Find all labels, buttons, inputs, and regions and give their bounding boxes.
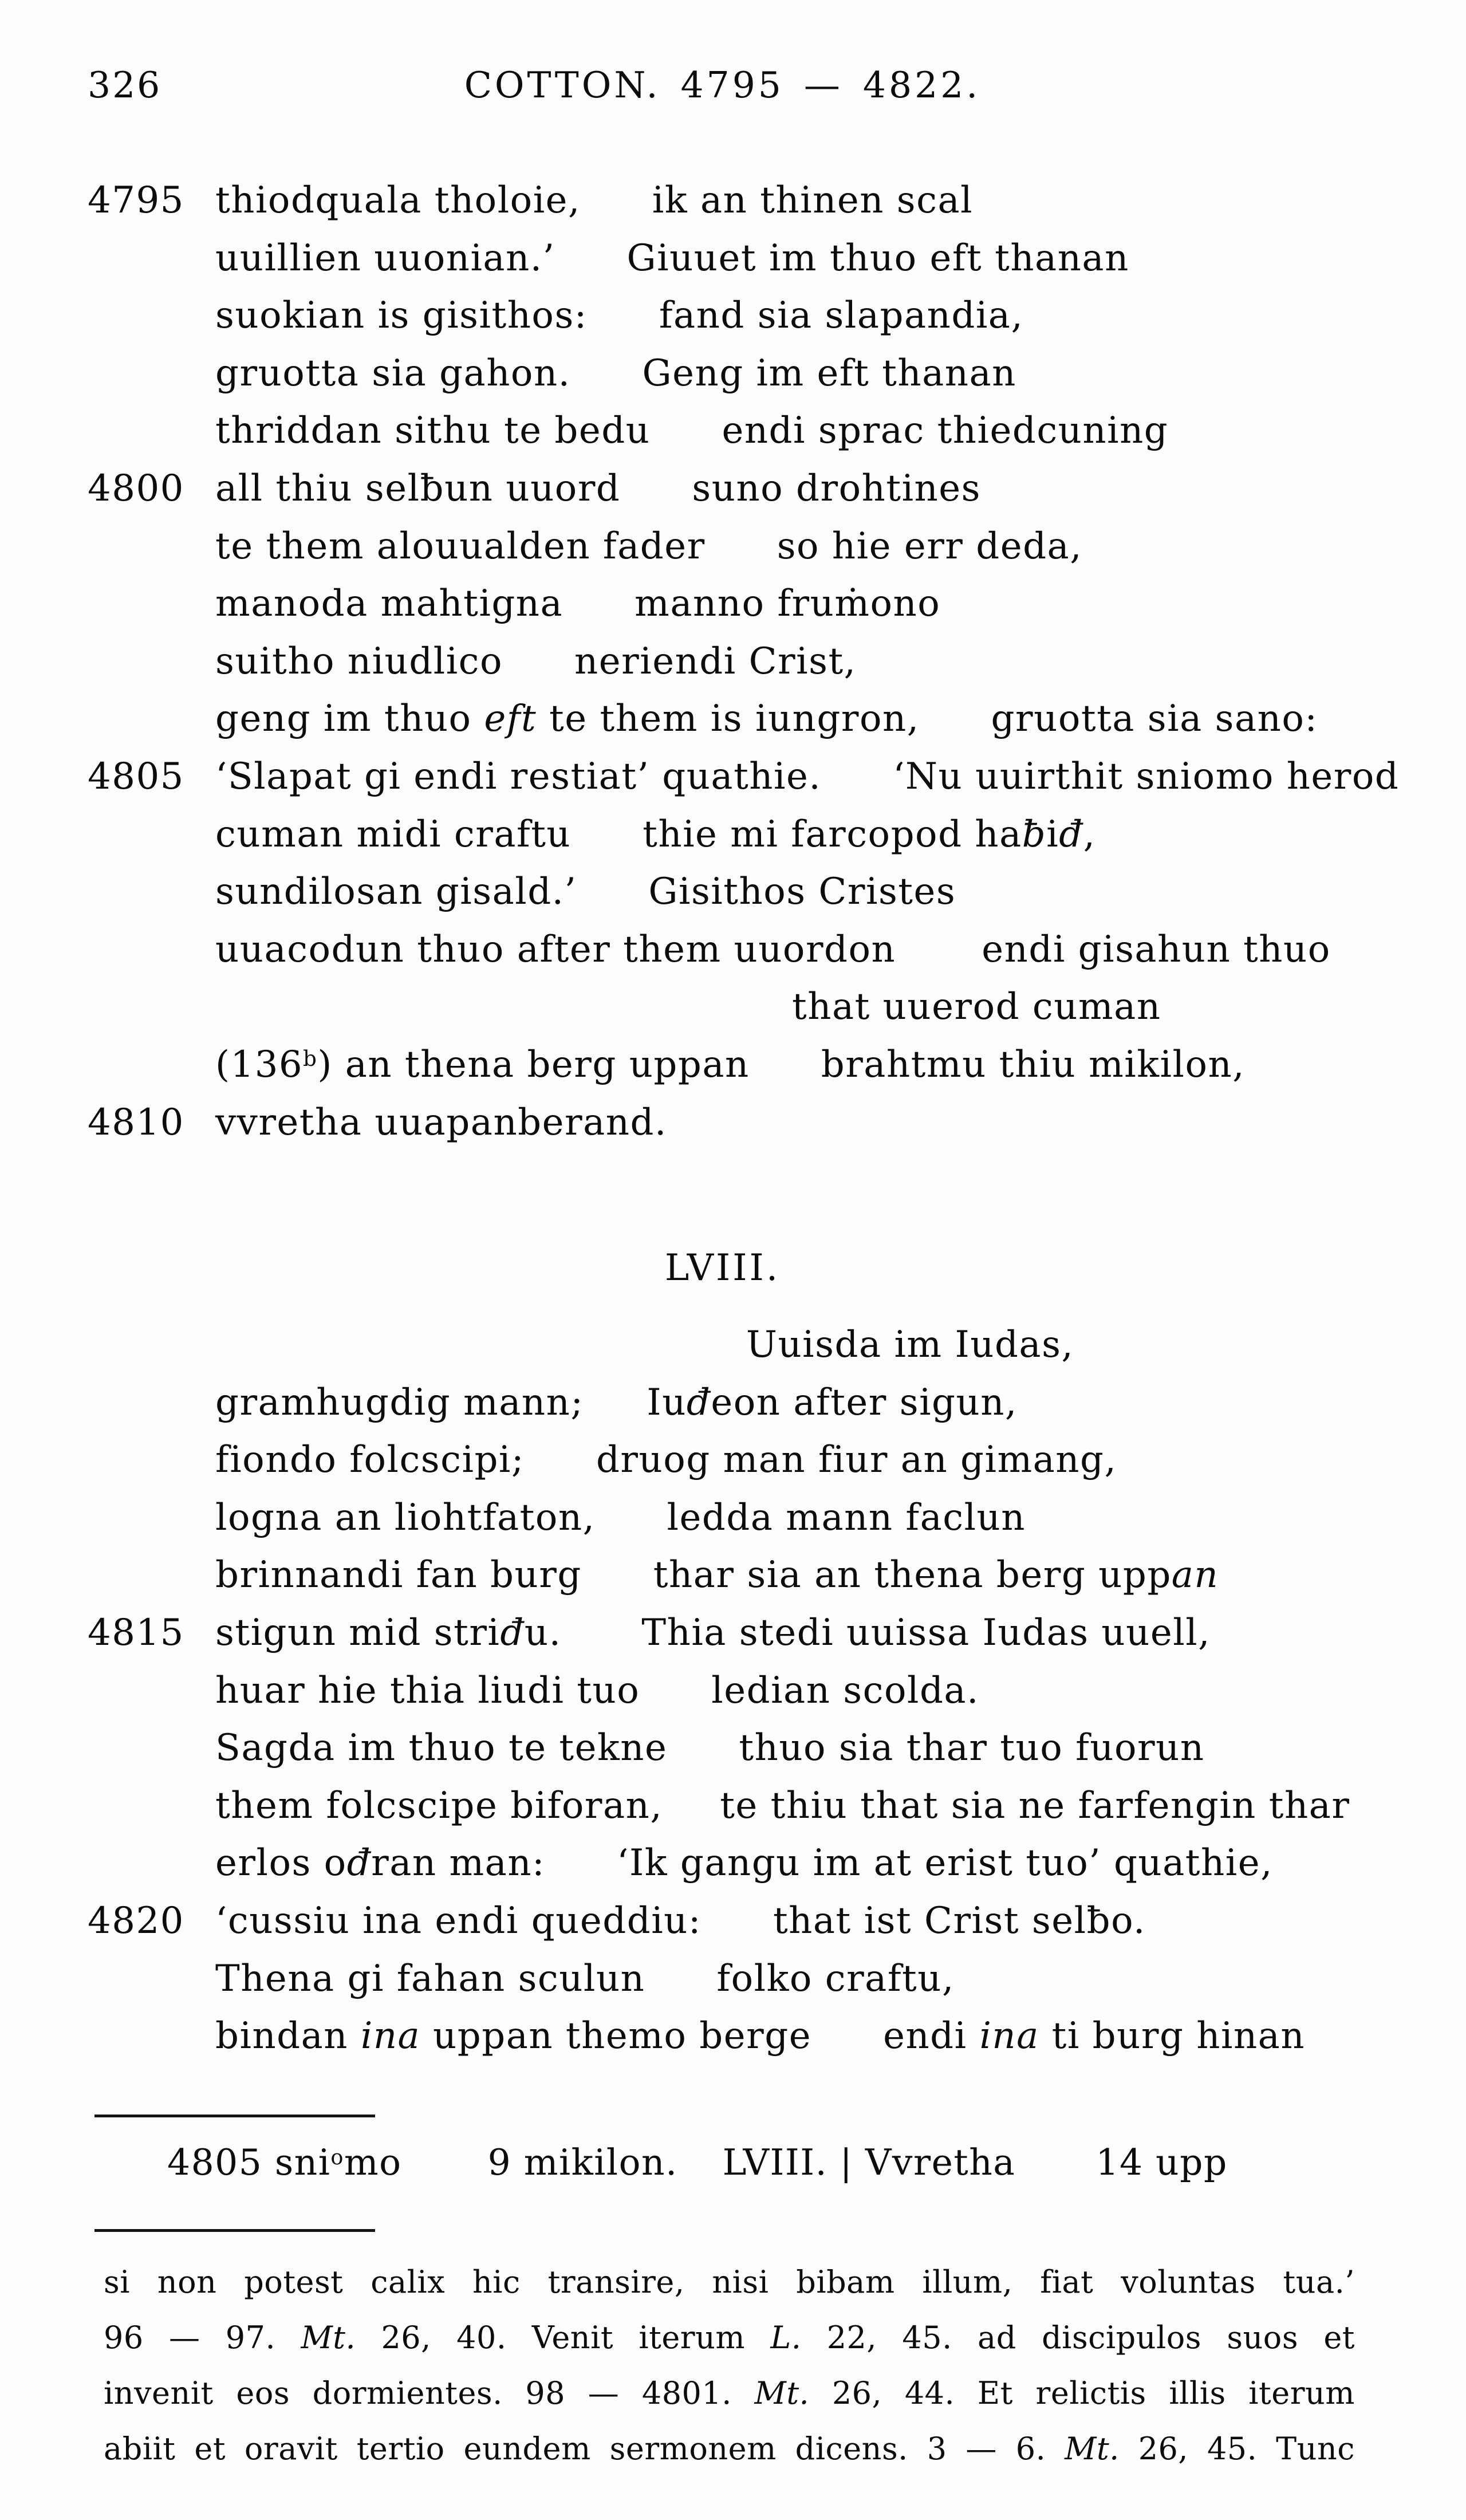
apparatus-text-run: 14 upp xyxy=(1095,2141,1228,2183)
verse-italic-run: đ xyxy=(346,1842,372,1885)
verse-text-run: brahtmu thiu mikilon, xyxy=(821,1043,1246,1086)
verse-half-line xyxy=(88,1316,1357,1374)
verse-text-run: suitho niudlico xyxy=(215,640,503,683)
verse-line xyxy=(88,2007,1357,2065)
running-title: COTTON. 4795 — 4822. xyxy=(464,64,981,106)
verse-line xyxy=(88,345,1399,403)
verse-text-run: neriendi Crist, xyxy=(574,640,857,683)
footnote-text-run: 22, 45. ad discipulos suos et xyxy=(801,2320,1355,2356)
verse-text-run: ‘Ik gangu im at erist tuo’ quathie, xyxy=(617,1842,1273,1885)
apparatus-entry xyxy=(167,2134,402,2191)
page-header xyxy=(88,64,1357,116)
verse-text-run: ik an thinen scal xyxy=(652,179,974,222)
verse-text-run: bindan xyxy=(215,2015,361,2058)
verse-block-fitte-57 xyxy=(88,172,1399,1151)
footnote-text-run: si non potest calix hic transire, nisi bibam illum, fiat voluntas tua.’ xyxy=(104,2264,1355,2300)
verse-italic-run: đ xyxy=(500,1611,525,1654)
verse-text-run: stigun mid stri xyxy=(215,1611,501,1654)
verse-text-run: te them alouualden fader xyxy=(215,525,706,568)
verse-line-number: 4820 xyxy=(88,1899,184,1942)
verse-text-run: so hie err deda, xyxy=(777,525,1083,568)
verse-italic-run: đ xyxy=(1059,813,1083,856)
separator-rule-bottom xyxy=(94,2229,375,2232)
verse-text-run: fand sia slapandia, xyxy=(659,294,1024,337)
verse-text-run: ) an thena berg uppan xyxy=(317,1043,750,1086)
verse-text-run: eon after sigun, xyxy=(711,1381,1018,1424)
footnote-line xyxy=(104,2254,1355,2310)
verse-text-run: vvretha uuapanberand. xyxy=(215,1101,667,1144)
verse-text-run: thar sia an thena berg upp xyxy=(653,1554,1172,1597)
verse-text-run: uuacodun thuo after them uuordon xyxy=(215,928,896,971)
verse-text-run: thuo sia thar tuo fuorun xyxy=(739,1727,1205,1770)
verse-line-numbered xyxy=(88,1892,1357,1950)
verse-text-run: (136 xyxy=(215,1043,304,1086)
verse-text-run: manno fruṁono xyxy=(635,582,941,625)
verse-line xyxy=(88,1662,1357,1720)
verse-line xyxy=(88,863,1399,921)
verse-text-run: that uuerod cuman xyxy=(792,986,1161,1029)
apparatus-entry xyxy=(488,2134,678,2191)
verse-text-run: sundilosan gisald.’ xyxy=(215,871,577,914)
verse-text-run: Thia stedi uuissa Iudas uuell, xyxy=(641,1611,1211,1654)
verse-line xyxy=(88,806,1399,864)
apparatus-entry xyxy=(1095,2134,1227,2191)
verse-line xyxy=(88,402,1399,460)
verse-line xyxy=(88,1834,1357,1892)
verse-text-run: geng im thuo xyxy=(215,698,484,741)
footnote-italic-run: Mt. xyxy=(1065,2431,1120,2467)
verse-line-numbered xyxy=(88,172,1399,230)
verse-line-number: 4800 xyxy=(88,467,184,510)
verse-text-run: Uuisda im Iudas, xyxy=(746,1324,1074,1366)
verse-italic-run: an xyxy=(1171,1554,1219,1597)
verse-text-run: Gisithos Cristes xyxy=(648,871,956,914)
verse-text-run: ‘Nu uuirthit sniomo herod xyxy=(893,755,1400,798)
verse-text-run: ‘Slapat gi endi restiat’ quathie. xyxy=(215,755,822,798)
verse-text-run: te thiu that sia ne farfengin thar xyxy=(720,1784,1350,1827)
verse-line xyxy=(88,633,1399,691)
verse-line-numbered xyxy=(88,1604,1357,1662)
verse-line xyxy=(88,1546,1357,1604)
verse-line xyxy=(88,1036,1399,1094)
verse-text-run: ledda mann faclun xyxy=(667,1496,1026,1539)
footnote-block xyxy=(104,2254,1355,2476)
verse-line xyxy=(88,1489,1357,1547)
verse-text-run: ti burg hinan xyxy=(1039,2015,1306,2058)
verse-line xyxy=(88,1950,1357,2008)
footnote-text-run: 26, 44. Et relictis illis iterum xyxy=(809,2375,1355,2411)
apparatus-entry xyxy=(723,2134,1016,2191)
footnote-italic-run: Mt. xyxy=(301,2320,356,2356)
verse-line xyxy=(88,287,1399,345)
verse-line-numbered xyxy=(88,748,1399,806)
verse-text-run: thriddan sithu te bedu xyxy=(215,410,651,452)
verse-line-numbered xyxy=(88,1094,1399,1152)
footnote-line xyxy=(104,2421,1355,2476)
footnote-text-run: 26, 45. Tunc xyxy=(1119,2431,1355,2467)
verse-line xyxy=(88,921,1399,979)
verse-line-number: 4815 xyxy=(88,1611,184,1654)
page-number: 326 xyxy=(88,64,162,106)
verse-text-run: i xyxy=(1046,813,1059,856)
verse-block-fitte-58 xyxy=(88,1236,1357,2065)
verse-line xyxy=(88,230,1399,288)
verse-text-run: endi gisahun thuo xyxy=(982,928,1331,971)
verse-text-run: fiondo folcscipi; xyxy=(215,1439,525,1482)
section-lines xyxy=(88,1316,1357,2065)
verse-text-run: thie mi farcopod ha xyxy=(643,813,1022,856)
verse-text-run: all thiu selƀun uuord xyxy=(215,467,621,510)
apparatus-line xyxy=(167,2134,1228,2191)
verse-text-run: uppan themo berge xyxy=(420,2015,812,2058)
footnote-text-run: invenit eos dormientes. 98 — 4801. xyxy=(104,2375,755,2411)
verse-text-run: endi xyxy=(883,2015,980,2058)
verse-text-run: suokian is gisithos: xyxy=(215,294,588,337)
verse-text-run: uuillien uuonian.’ xyxy=(215,237,555,279)
verse-text-run: ‘cussiu ina endi queddiu: xyxy=(215,1899,702,1942)
verse-line xyxy=(88,518,1399,576)
verse-text-run: brinnandi fan burg xyxy=(215,1554,582,1597)
footnote-text-run: 96 — 97. xyxy=(104,2320,301,2356)
verse-text-run: gruotta sia gahon. xyxy=(215,352,571,395)
verse-line xyxy=(88,1719,1357,1777)
verse-text-run: Geng im eft thanan xyxy=(642,352,1016,395)
verse-line xyxy=(88,690,1399,748)
footnote-italic-run: L. xyxy=(770,2320,802,2356)
verse-text-run: cuman midi craftu xyxy=(215,813,572,856)
verse-line-number: 4795 xyxy=(88,179,184,222)
apparatus-text-run: 9 mikilon. xyxy=(487,2141,678,2183)
apparatus-text-run: mo xyxy=(344,2141,402,2183)
verse-text-run: gramhugdig mann; xyxy=(215,1381,584,1424)
verse-text-run: that ist Crist selƀo. xyxy=(773,1899,1146,1942)
verse-text-run: erlos o xyxy=(215,1842,347,1885)
verse-text-run: folko craftu, xyxy=(716,1957,955,2000)
verse-text-run: Giuuet im thuo eft thanan xyxy=(626,237,1129,279)
verse-italic-run: đ xyxy=(686,1381,711,1424)
verse-text-run: endi sprac thiedcuning xyxy=(722,410,1169,452)
verse-text-run: logna an liohtfaton, xyxy=(215,1496,596,1539)
footnote-text-run: 26, 40. Venit iterum xyxy=(356,2320,771,2356)
verse-text-run: huar hie thia liudi tuo xyxy=(215,1669,640,1712)
footnote-italic-run: Mt. xyxy=(754,2375,810,2411)
verse-italic-run: eft xyxy=(484,698,537,741)
verse-text-run: thiodquala tholoie, xyxy=(215,179,581,222)
verse-line xyxy=(88,1777,1357,1835)
verse-line-numbered xyxy=(88,460,1399,518)
verse-text-run: suno drohtines xyxy=(692,467,981,510)
verse-line xyxy=(88,1431,1357,1489)
verse-text-run: Iu xyxy=(647,1381,687,1424)
verse-text-run: gruotta sia sano: xyxy=(991,698,1318,741)
section-heading: LVIII. xyxy=(664,1247,781,1289)
verse-text-run: , xyxy=(1083,813,1096,856)
verse-italic-run: ina xyxy=(360,2015,421,2058)
verse-text-run: u. xyxy=(524,1611,562,1654)
verse-text-run: ran man: xyxy=(371,1842,546,1885)
verse-text-run: them folcscipe biforan, xyxy=(215,1784,663,1827)
verse-text-run: ledian scolda. xyxy=(711,1669,979,1712)
apparatus-text-run: LVIII. | Vvretha xyxy=(722,2141,1016,2183)
footnote-text-run: abiit et oravit tertio eundem sermonem dicens. 3 — 6. xyxy=(104,2431,1065,2467)
separator-rule-top xyxy=(94,2115,375,2117)
verse-half-line xyxy=(88,978,1399,1036)
verse-superscript-run: b xyxy=(303,1046,318,1072)
footnote-line xyxy=(104,2310,1355,2365)
verse-italic-run: ƀ xyxy=(1022,813,1047,856)
verse-italic-run: ina xyxy=(979,2015,1039,2058)
apparatus-superscript-run: o xyxy=(330,2144,344,2169)
verse-line xyxy=(88,1374,1357,1432)
verse-text-run: Thena gi fahan sculun xyxy=(215,1957,645,2000)
verse-text-run: druog man fiur an gimang, xyxy=(596,1439,1117,1482)
apparatus-text-run: 4805 sni xyxy=(167,2141,331,2183)
footnote-line xyxy=(104,2365,1355,2421)
verse-text-run: Sagda im thuo te tekne xyxy=(215,1727,668,1770)
verse-line-number: 4810 xyxy=(88,1101,184,1144)
verse-line xyxy=(88,575,1399,633)
verse-text-run: te them is iungron, xyxy=(537,698,920,741)
verse-text-run: manoda mahtigna xyxy=(215,582,563,625)
verse-line-number: 4805 xyxy=(88,755,184,798)
